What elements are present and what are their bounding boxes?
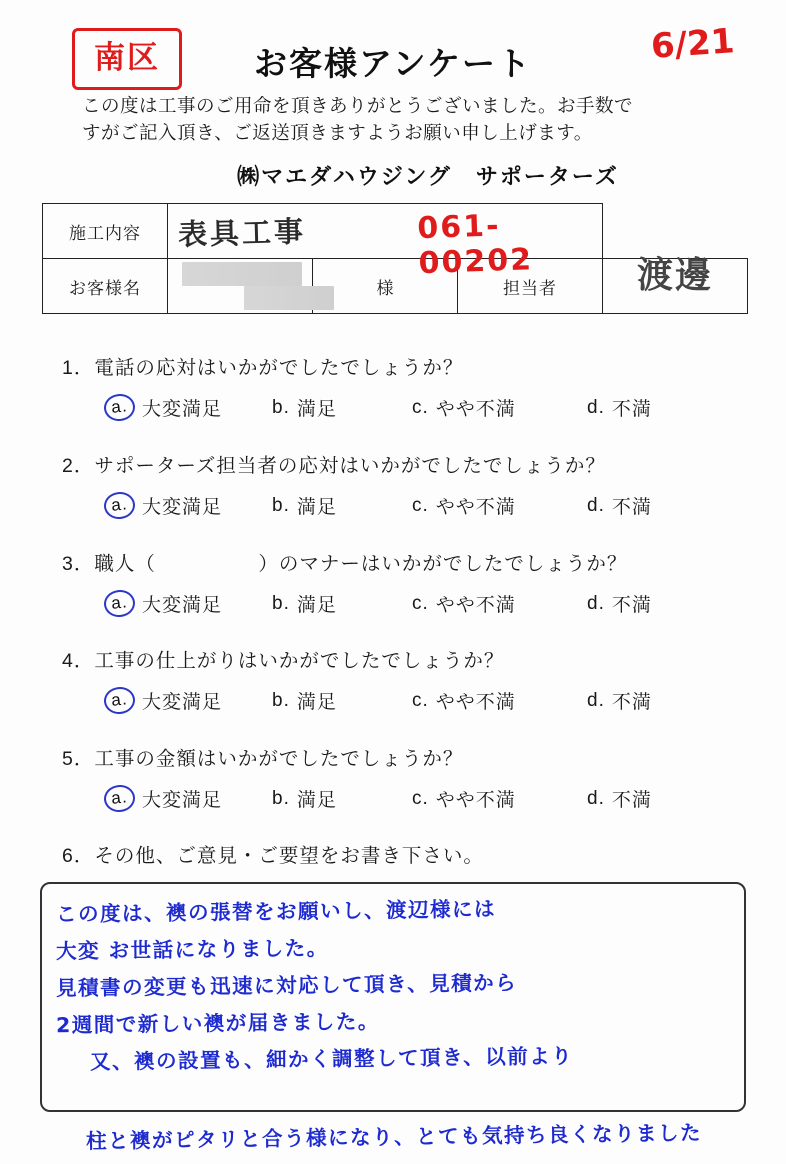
option-3d-letter: d. bbox=[587, 592, 605, 614]
intro-line-1: この度は工事のご用命を頂きありがとうございました。お手数で bbox=[82, 95, 634, 116]
option-1b-letter: b. bbox=[272, 396, 290, 418]
redaction-block-1 bbox=[182, 262, 302, 286]
question-5-options bbox=[104, 785, 786, 812]
question-3-options bbox=[104, 590, 786, 617]
question-1-body: 電話の応対はいかがでしたでしょうか？ bbox=[94, 357, 464, 379]
option-5b-letter: b. bbox=[272, 787, 290, 809]
option-4a-letter: a. bbox=[103, 685, 137, 715]
staff-value-cell bbox=[603, 255, 748, 314]
question-5 bbox=[0, 743, 786, 812]
option-5b-label: 満足 bbox=[296, 790, 337, 811]
option-3c[interactable] bbox=[412, 590, 587, 617]
option-1a-label: 大変満足 bbox=[142, 399, 223, 420]
info-table bbox=[42, 203, 748, 314]
option-1d[interactable] bbox=[587, 394, 652, 421]
option-2a[interactable] bbox=[104, 492, 272, 519]
question-6-number: 6． bbox=[62, 845, 95, 867]
question-1-options bbox=[104, 394, 786, 421]
question-3-body: 職人（ ）のマナーはいかがでしたでしょうか？ bbox=[94, 553, 628, 575]
question-2-options bbox=[104, 492, 786, 519]
option-5a[interactable] bbox=[104, 785, 272, 812]
question-3 bbox=[0, 548, 786, 617]
handwritten-date: 6/21 bbox=[649, 21, 736, 67]
customer-value-cell bbox=[168, 259, 313, 314]
question-2 bbox=[0, 450, 786, 519]
comment-line-1: この度は、襖の張替をお願いし、渡辺様には bbox=[55, 896, 497, 927]
question-6 bbox=[0, 840, 786, 868]
question-4-body: 工事の仕上がりはいかがでしたでしょうか？ bbox=[94, 650, 505, 672]
question-4-number: 4． bbox=[62, 650, 95, 672]
option-5a-label: 大変満足 bbox=[142, 790, 223, 811]
page-title: お客様アンケート bbox=[253, 45, 533, 82]
option-2b[interactable] bbox=[272, 492, 412, 519]
option-4b-letter: b. bbox=[272, 689, 290, 711]
option-4c-letter: c. bbox=[412, 689, 429, 711]
option-4b[interactable] bbox=[272, 687, 412, 714]
sama-suffix: 様 bbox=[313, 259, 458, 314]
option-4c-label: やや不満 bbox=[435, 692, 516, 713]
option-3a-label: 大変満足 bbox=[142, 595, 223, 616]
question-5-text bbox=[62, 743, 786, 771]
option-2d[interactable] bbox=[587, 492, 652, 519]
option-1c-letter: c. bbox=[412, 396, 429, 418]
option-3d-label: 不満 bbox=[611, 595, 652, 616]
question-2-body: サポーターズ担当者の応対はいかがでしたでしょうか？ bbox=[94, 455, 606, 477]
option-2a-label: 大変満足 bbox=[142, 497, 223, 518]
intro-text bbox=[82, 92, 712, 146]
option-5a-letter: a. bbox=[103, 783, 137, 813]
option-3d[interactable] bbox=[587, 590, 652, 617]
customer-label: お客様名 bbox=[43, 259, 168, 314]
option-3a-letter: a. bbox=[103, 588, 137, 618]
question-4 bbox=[0, 645, 786, 714]
option-4d-label: 不満 bbox=[611, 692, 652, 713]
question-1-text bbox=[62, 352, 786, 380]
option-3c-label: やや不満 bbox=[435, 595, 516, 616]
option-2d-letter: d. bbox=[587, 494, 605, 516]
staff-value-handwriting: 渡邊 bbox=[636, 255, 713, 296]
option-1c[interactable] bbox=[412, 394, 587, 421]
option-1c-label: やや不満 bbox=[435, 399, 516, 420]
question-4-options bbox=[104, 687, 786, 714]
option-4d-letter: d. bbox=[587, 689, 605, 711]
option-5c-letter: c. bbox=[412, 787, 429, 809]
question-5-number: 5． bbox=[62, 748, 95, 770]
question-2-text bbox=[62, 450, 786, 478]
question-2-number: 2． bbox=[62, 455, 95, 477]
option-1b-label: 満足 bbox=[296, 399, 337, 420]
option-1d-label: 不満 bbox=[611, 399, 652, 420]
option-1d-letter: d. bbox=[587, 396, 605, 418]
option-5d-letter: d. bbox=[587, 787, 605, 809]
option-4a-label: 大変満足 bbox=[142, 692, 223, 713]
comment-line-4: 2週間で新しい襖が届きました。 bbox=[55, 1009, 380, 1038]
question-6-body: その他、ご意見・ご要望をお書き下さい。 bbox=[94, 845, 484, 867]
question-3-number: 3． bbox=[62, 553, 95, 575]
question-4-text bbox=[62, 645, 786, 673]
option-4b-label: 満足 bbox=[296, 692, 337, 713]
option-3b-letter: b. bbox=[272, 592, 290, 614]
question-6-text bbox=[62, 840, 786, 868]
option-4c[interactable] bbox=[412, 687, 587, 714]
option-1b[interactable] bbox=[272, 394, 412, 421]
intro-line-2: すがご記入頂き、ご返送頂きますようお願い申し上げます。 bbox=[82, 122, 593, 143]
option-2c[interactable] bbox=[412, 492, 587, 519]
staff-label: 担当者 bbox=[458, 259, 603, 314]
company-name: ㈱マエダハウジング サポーターズ bbox=[237, 164, 619, 189]
option-5c[interactable] bbox=[412, 785, 587, 812]
question-1 bbox=[0, 352, 786, 421]
work-value-handwriting: 表具工事 bbox=[177, 213, 307, 252]
free-comment-handwriting bbox=[56, 892, 756, 1077]
option-1a[interactable] bbox=[104, 394, 272, 421]
comment-overflow-line: 柱と襖がピタリと合う様になり、とても気持ち良くなりました bbox=[85, 1120, 703, 1154]
comment-line-5: 又、襖の設置も、細かく調整して頂き、以前より bbox=[89, 1043, 574, 1074]
table-row-customer bbox=[43, 259, 748, 314]
option-2c-letter: c. bbox=[412, 494, 429, 516]
option-5d-label: 不満 bbox=[611, 790, 652, 811]
option-3b-label: 満足 bbox=[296, 595, 337, 616]
work-label: 施工内容 bbox=[43, 204, 168, 259]
option-2a-letter: a. bbox=[103, 490, 137, 520]
question-3-text bbox=[62, 548, 786, 576]
option-2d-label: 不満 bbox=[611, 497, 652, 518]
comment-line-3: 見積書の変更も迅速に対応して頂き、見積から bbox=[55, 970, 518, 1001]
option-2b-label: 満足 bbox=[296, 497, 337, 518]
option-2b-letter: b. bbox=[272, 494, 290, 516]
option-5c-label: やや不満 bbox=[435, 790, 516, 811]
area-stamp: 南区 bbox=[72, 28, 182, 90]
option-3b[interactable] bbox=[272, 590, 412, 617]
option-3a[interactable] bbox=[104, 590, 272, 617]
option-4a[interactable] bbox=[104, 687, 272, 714]
option-5d[interactable] bbox=[587, 785, 652, 812]
option-2c-label: やや不満 bbox=[435, 497, 516, 518]
option-4d[interactable] bbox=[587, 687, 652, 714]
redaction-block-2 bbox=[244, 286, 334, 310]
option-3c-letter: c. bbox=[412, 592, 429, 614]
question-5-body: 工事の金額はいかがでしたでしょうか？ bbox=[94, 748, 464, 770]
work-value-cell bbox=[168, 204, 603, 282]
job-number-handwriting: 061-00202 bbox=[416, 208, 534, 282]
comment-line-2: 大変 お世話になりました。 bbox=[55, 935, 329, 964]
option-5b[interactable] bbox=[272, 785, 412, 812]
question-1-number: 1． bbox=[62, 357, 95, 379]
option-1a-letter: a. bbox=[103, 392, 137, 422]
